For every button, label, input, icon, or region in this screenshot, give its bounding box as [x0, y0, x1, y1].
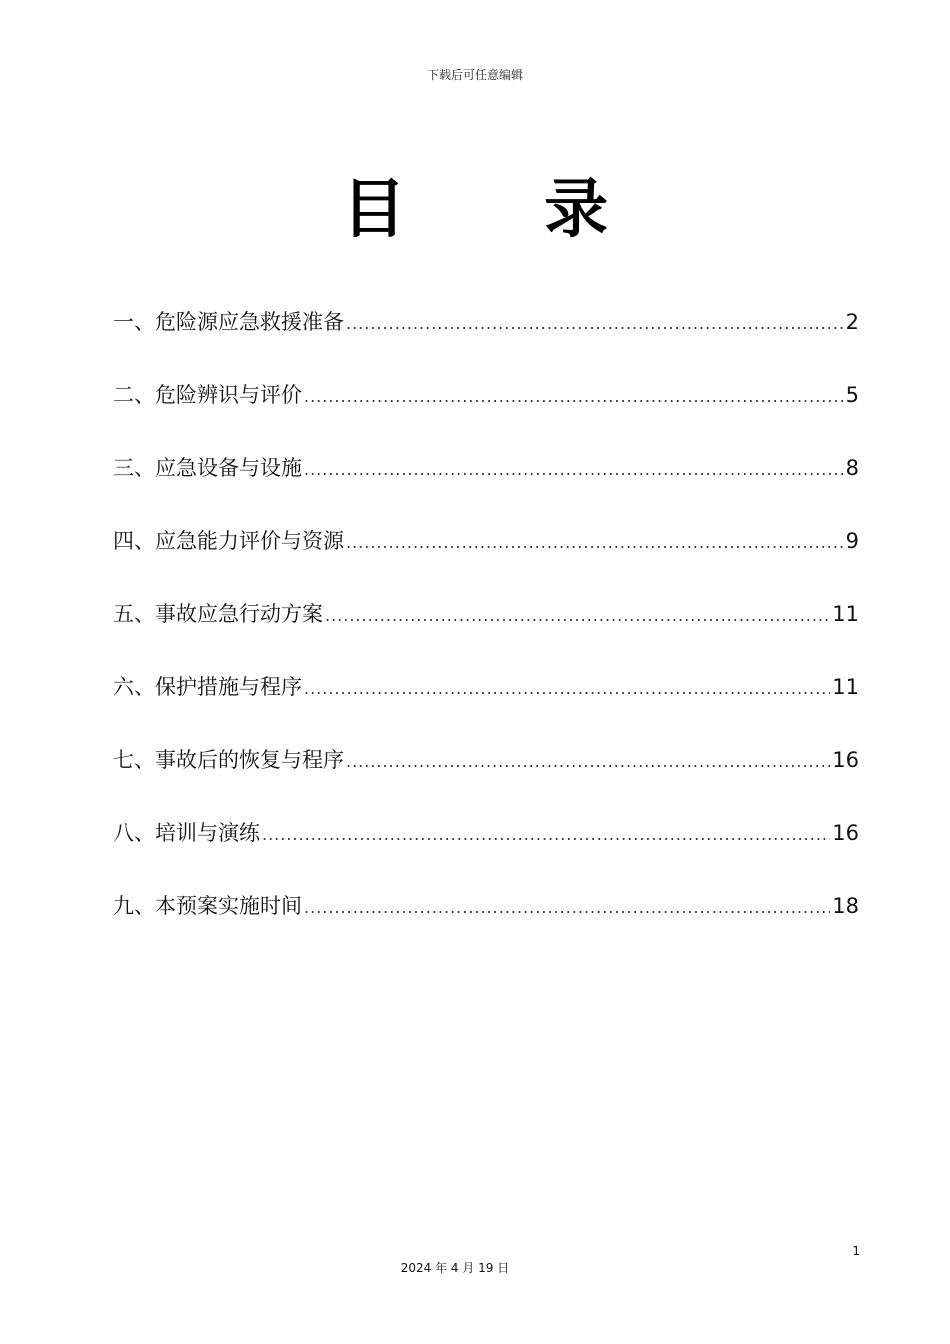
toc-entry-label: 四、应急能力评价与资源	[113, 529, 344, 553]
toc-entry-page: 5	[845, 383, 859, 407]
toc-entry[interactable]	[113, 596, 859, 669]
toc-entry[interactable]	[113, 450, 859, 523]
toc-entry-page: 2	[845, 310, 859, 334]
toc-dot-leader	[304, 379, 844, 415]
toc-entry-label: 六、保护措施与程序	[113, 675, 302, 699]
toc-dot-leader	[262, 817, 830, 853]
toc-entry-page: 16	[832, 821, 859, 845]
toc-entry-page: 11	[832, 602, 859, 626]
toc-dot-leader	[304, 671, 830, 707]
toc-entry[interactable]	[113, 815, 859, 888]
toc-entry-label: 五、事故应急行动方案	[113, 602, 323, 626]
toc-entry-page: 9	[845, 529, 859, 553]
toc-dot-leader	[346, 525, 844, 561]
toc-entry-page: 18	[832, 894, 859, 918]
toc-dot-leader	[325, 598, 830, 634]
page-title: 目 录	[341, 172, 667, 247]
toc-entry-page: 16	[832, 748, 859, 772]
toc-entry[interactable]	[113, 523, 859, 596]
toc-entry[interactable]	[113, 669, 859, 742]
toc-dot-leader	[346, 306, 844, 342]
toc-dot-leader	[304, 452, 844, 488]
toc-entry-label: 九、本预案实施时间	[113, 894, 302, 918]
toc-entry[interactable]	[113, 742, 859, 815]
table-of-contents	[113, 304, 859, 961]
toc-dot-leader	[304, 890, 830, 926]
toc-entry-label: 一、危险源应急救援准备	[113, 310, 344, 334]
toc-entry[interactable]	[113, 377, 859, 450]
toc-entry[interactable]	[113, 888, 859, 961]
toc-entry-label: 三、应急设备与设施	[113, 456, 302, 480]
header-note: 下载后可任意编辑	[426, 68, 523, 82]
page-number: 1	[852, 1244, 860, 1258]
toc-entry-page: 8	[845, 456, 859, 480]
toc-entry[interactable]	[113, 304, 859, 377]
toc-entry-label: 二、危险辨识与评价	[113, 383, 302, 407]
footer-date: 2024 年 4 月 19 日	[400, 1261, 510, 1275]
toc-entry-page: 11	[832, 675, 859, 699]
toc-dot-leader	[346, 744, 830, 780]
toc-entry-label: 八、培训与演练	[113, 821, 260, 845]
toc-entry-label: 七、事故后的恢复与程序	[113, 748, 344, 772]
